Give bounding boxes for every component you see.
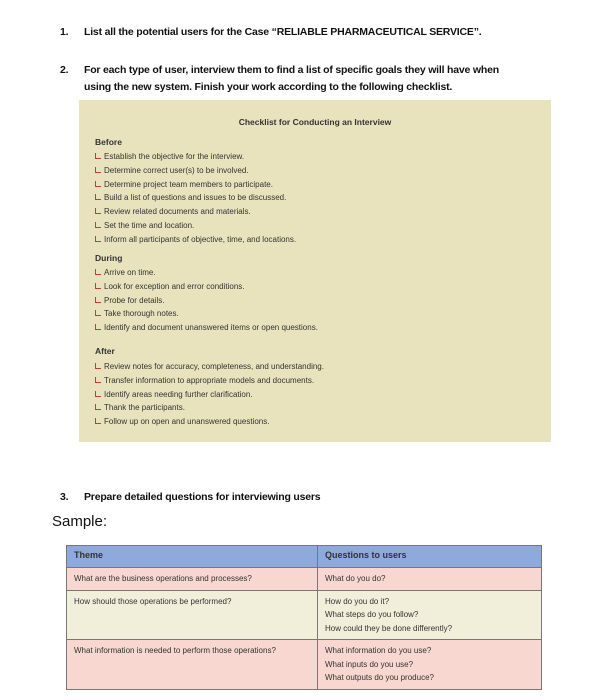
checklist-item: Arrive on time. [95,266,318,280]
sample-label: Sample: [52,513,108,530]
checkbox-icon [95,222,101,228]
checkbox-icon [95,283,101,289]
checklist-item: Take thorough notes. [95,307,318,321]
during-items [95,266,318,335]
questions-cell: What do you do? [318,568,542,591]
checklist-item: Probe for details. [95,294,318,308]
table-row [67,568,542,591]
checklist-item: Follow up on open and unanswered questions. [95,415,324,429]
checklist-item: Establish the objective for the interview. [95,150,296,164]
after-items [95,360,324,429]
theme-cell: What information is needed to perform those operations? [67,640,318,690]
checkbox-icon [95,324,101,330]
theme-cell: How should those operations be performed? [67,590,318,640]
section-during: During [95,253,123,263]
table-row [67,640,542,690]
question-2: 2. For each type of user, interview them to find a list of specific goals they will have when using the new system. Finish your work according to the following checklist. [60,64,499,93]
checklist-item: Determine correct user(s) to be involved. [95,164,296,178]
checkbox-icon [95,153,101,159]
section-after: After [95,346,115,356]
checklist-item: Transfer information to appropriate models and documents. [95,374,324,388]
section-before: Before [95,137,122,147]
checkbox-icon [95,404,101,410]
checklist-item: Determine project team members to participate. [95,178,296,192]
question-1: 1. List all the potential users for the Case “RELIABLE PHARMACEUTICAL SERVICE”. [60,26,482,38]
checkbox-icon [95,269,101,275]
checkbox-icon [95,377,101,383]
checkbox-icon [95,181,101,187]
checkbox-icon [95,310,101,316]
checkbox-icon [95,208,101,214]
checklist-item: Set the time and location. [95,219,296,233]
checklist-title: Checklist for Conducting an Interview [238,117,392,127]
questions-cell: What information do you use? What inputs do you use? What outputs do you produce? [318,640,542,690]
checkbox-icon [95,418,101,424]
checklist-item: Build a list of questions and issues to be discussed. [95,191,296,205]
theme-cell: What are the business operations and processes? [67,568,318,591]
question-3: 3. Prepare detailed questions for interviewing users [60,491,321,503]
checkbox-icon [95,363,101,369]
checkbox-icon [95,297,101,303]
checkbox-icon [95,236,101,242]
checkbox-icon [95,194,101,200]
header-theme: Theme [67,546,318,568]
questions-cell: How do you do it? What steps do you follow? How could they be done differently? [318,590,542,640]
checklist-item: Review related documents and materials. [95,205,296,219]
checkbox-icon [95,391,101,397]
checklist-item: Thank the participants. [95,401,324,415]
sample-table [66,545,542,690]
interview-checklist [79,100,551,442]
checklist-item: Review notes for accuracy, completeness, and understanding. [95,360,324,374]
table-row [67,590,542,640]
checklist-item: Identify and document unanswered items or open questions. [95,321,318,335]
before-items [95,150,296,247]
checkbox-icon [95,167,101,173]
checklist-item: Identify areas needing further clarification. [95,388,324,402]
checklist-item: Inform all participants of objective, time, and locations. [95,233,296,247]
checklist-item: Look for exception and error conditions. [95,280,318,294]
header-questions: Questions to users [318,546,542,568]
